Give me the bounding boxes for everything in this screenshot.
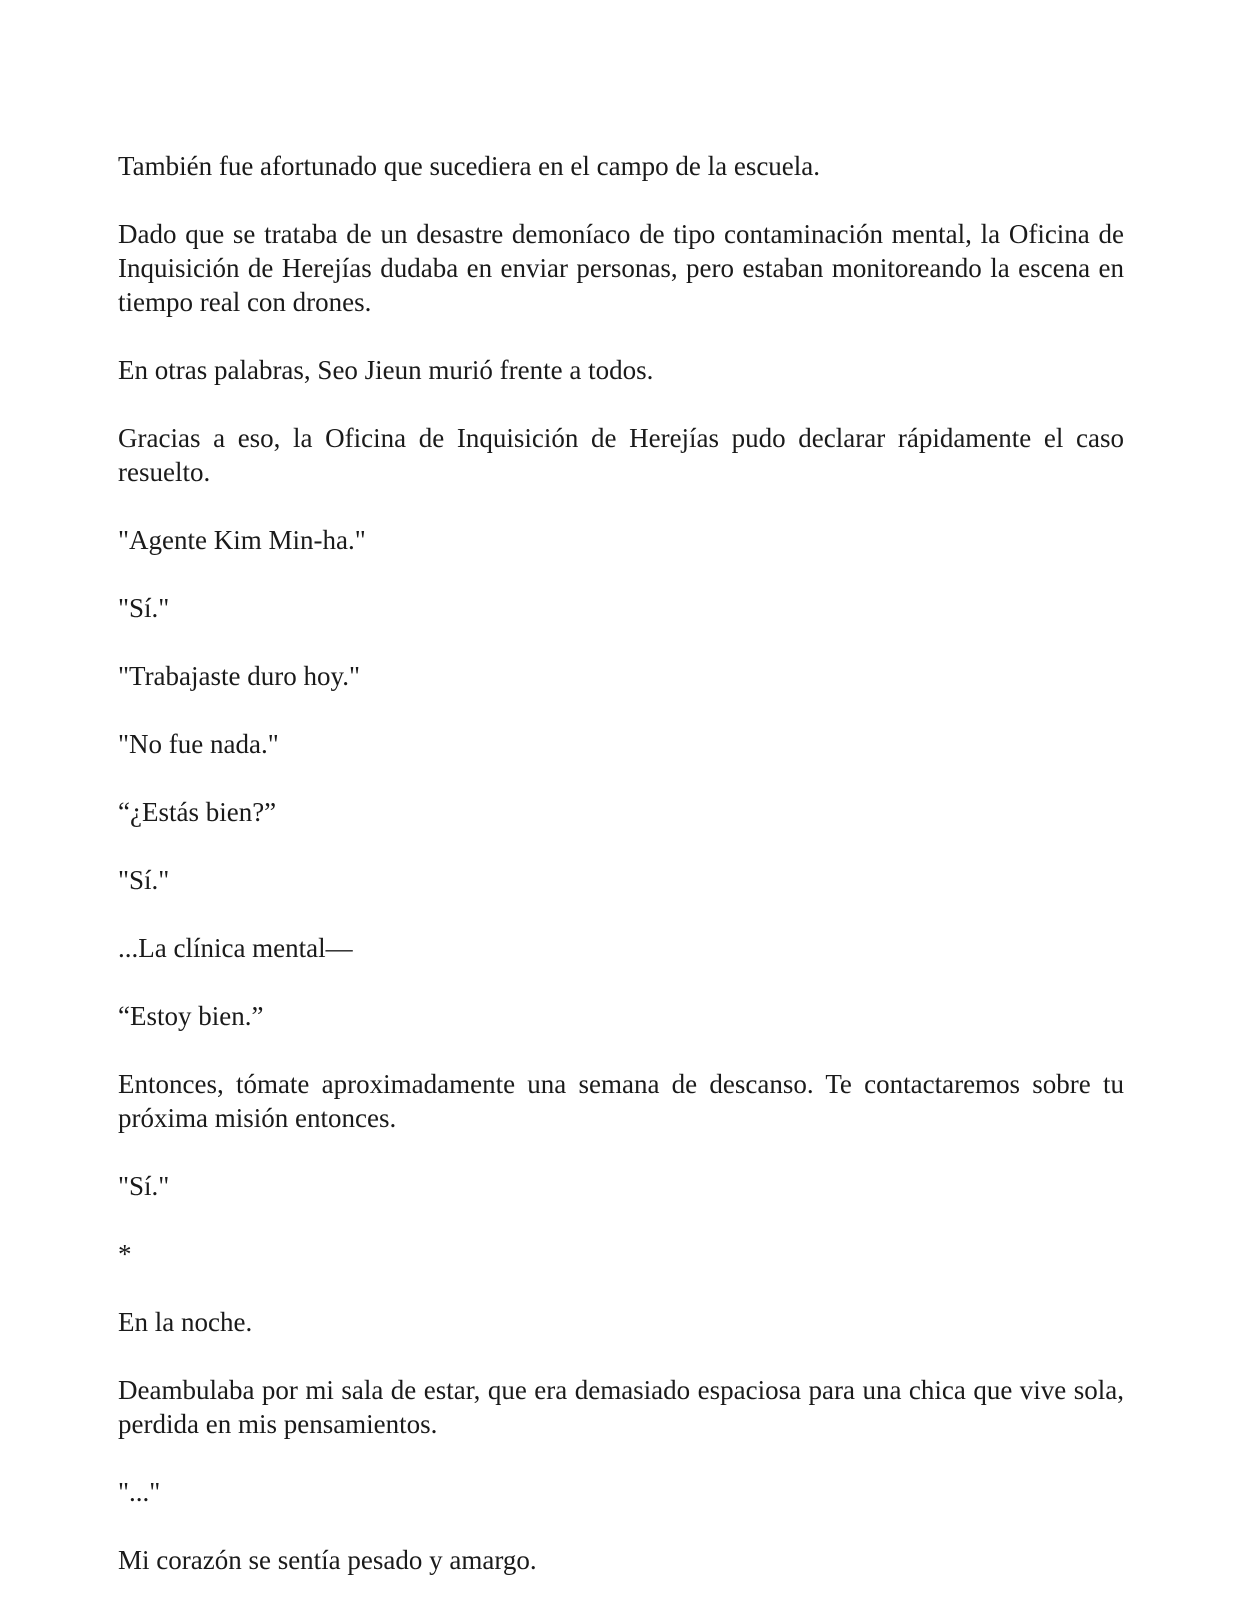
paragraph: Mi corazón se sentía pesado y amargo. — [118, 1545, 537, 1575]
paragraph: Entonces, tómate aproximadamente una semana de descanso. Te contactaremos sobre tu próxima misión entonces. — [118, 1069, 1124, 1133]
paragraph: También fue afortunado que sucediera en el campo de la escuela. — [118, 151, 821, 181]
paragraph: Gracias a eso, la Oficina de Inquisición de Herejías pudo declarar rápidamente el caso resuelto. — [118, 423, 1124, 487]
paragraph: En la noche. — [118, 1307, 253, 1337]
dialogue-line: "..." — [118, 1477, 161, 1507]
dialogue-line: "Sí." — [118, 1171, 170, 1201]
paragraph: Deambulaba por mi sala de estar, que era demasiado espaciosa para una chica que vive sola, perdida en mis pensamientos. — [118, 1375, 1124, 1439]
scene-break: * — [118, 1239, 132, 1269]
document-body — [118, 149, 1124, 1611]
dialogue-line: "Agente Kim Min-ha." — [118, 525, 366, 555]
dialogue-line: “¿Estás bien?” — [118, 797, 277, 827]
paragraph: ...La clínica mental— — [118, 933, 353, 963]
paragraph: En otras palabras, Seo Jieun murió frente a todos. — [118, 355, 654, 385]
paragraph: Dado que se trataba de un desastre demoníaco de tipo contaminación mental, la Oficina de Inquisición de Herejías dudaba en enviar personas, pero estaban monitoreando la escena en tiempo real con drones. — [118, 219, 1124, 317]
dialogue-line: "Trabajaste duro hoy." — [118, 661, 361, 691]
dialogue-line: “Estoy bien.” — [118, 1001, 264, 1031]
dialogue-line: "Sí." — [118, 593, 170, 623]
dialogue-line: "Sí." — [118, 865, 170, 895]
dialogue-line: "No fue nada." — [118, 729, 279, 759]
